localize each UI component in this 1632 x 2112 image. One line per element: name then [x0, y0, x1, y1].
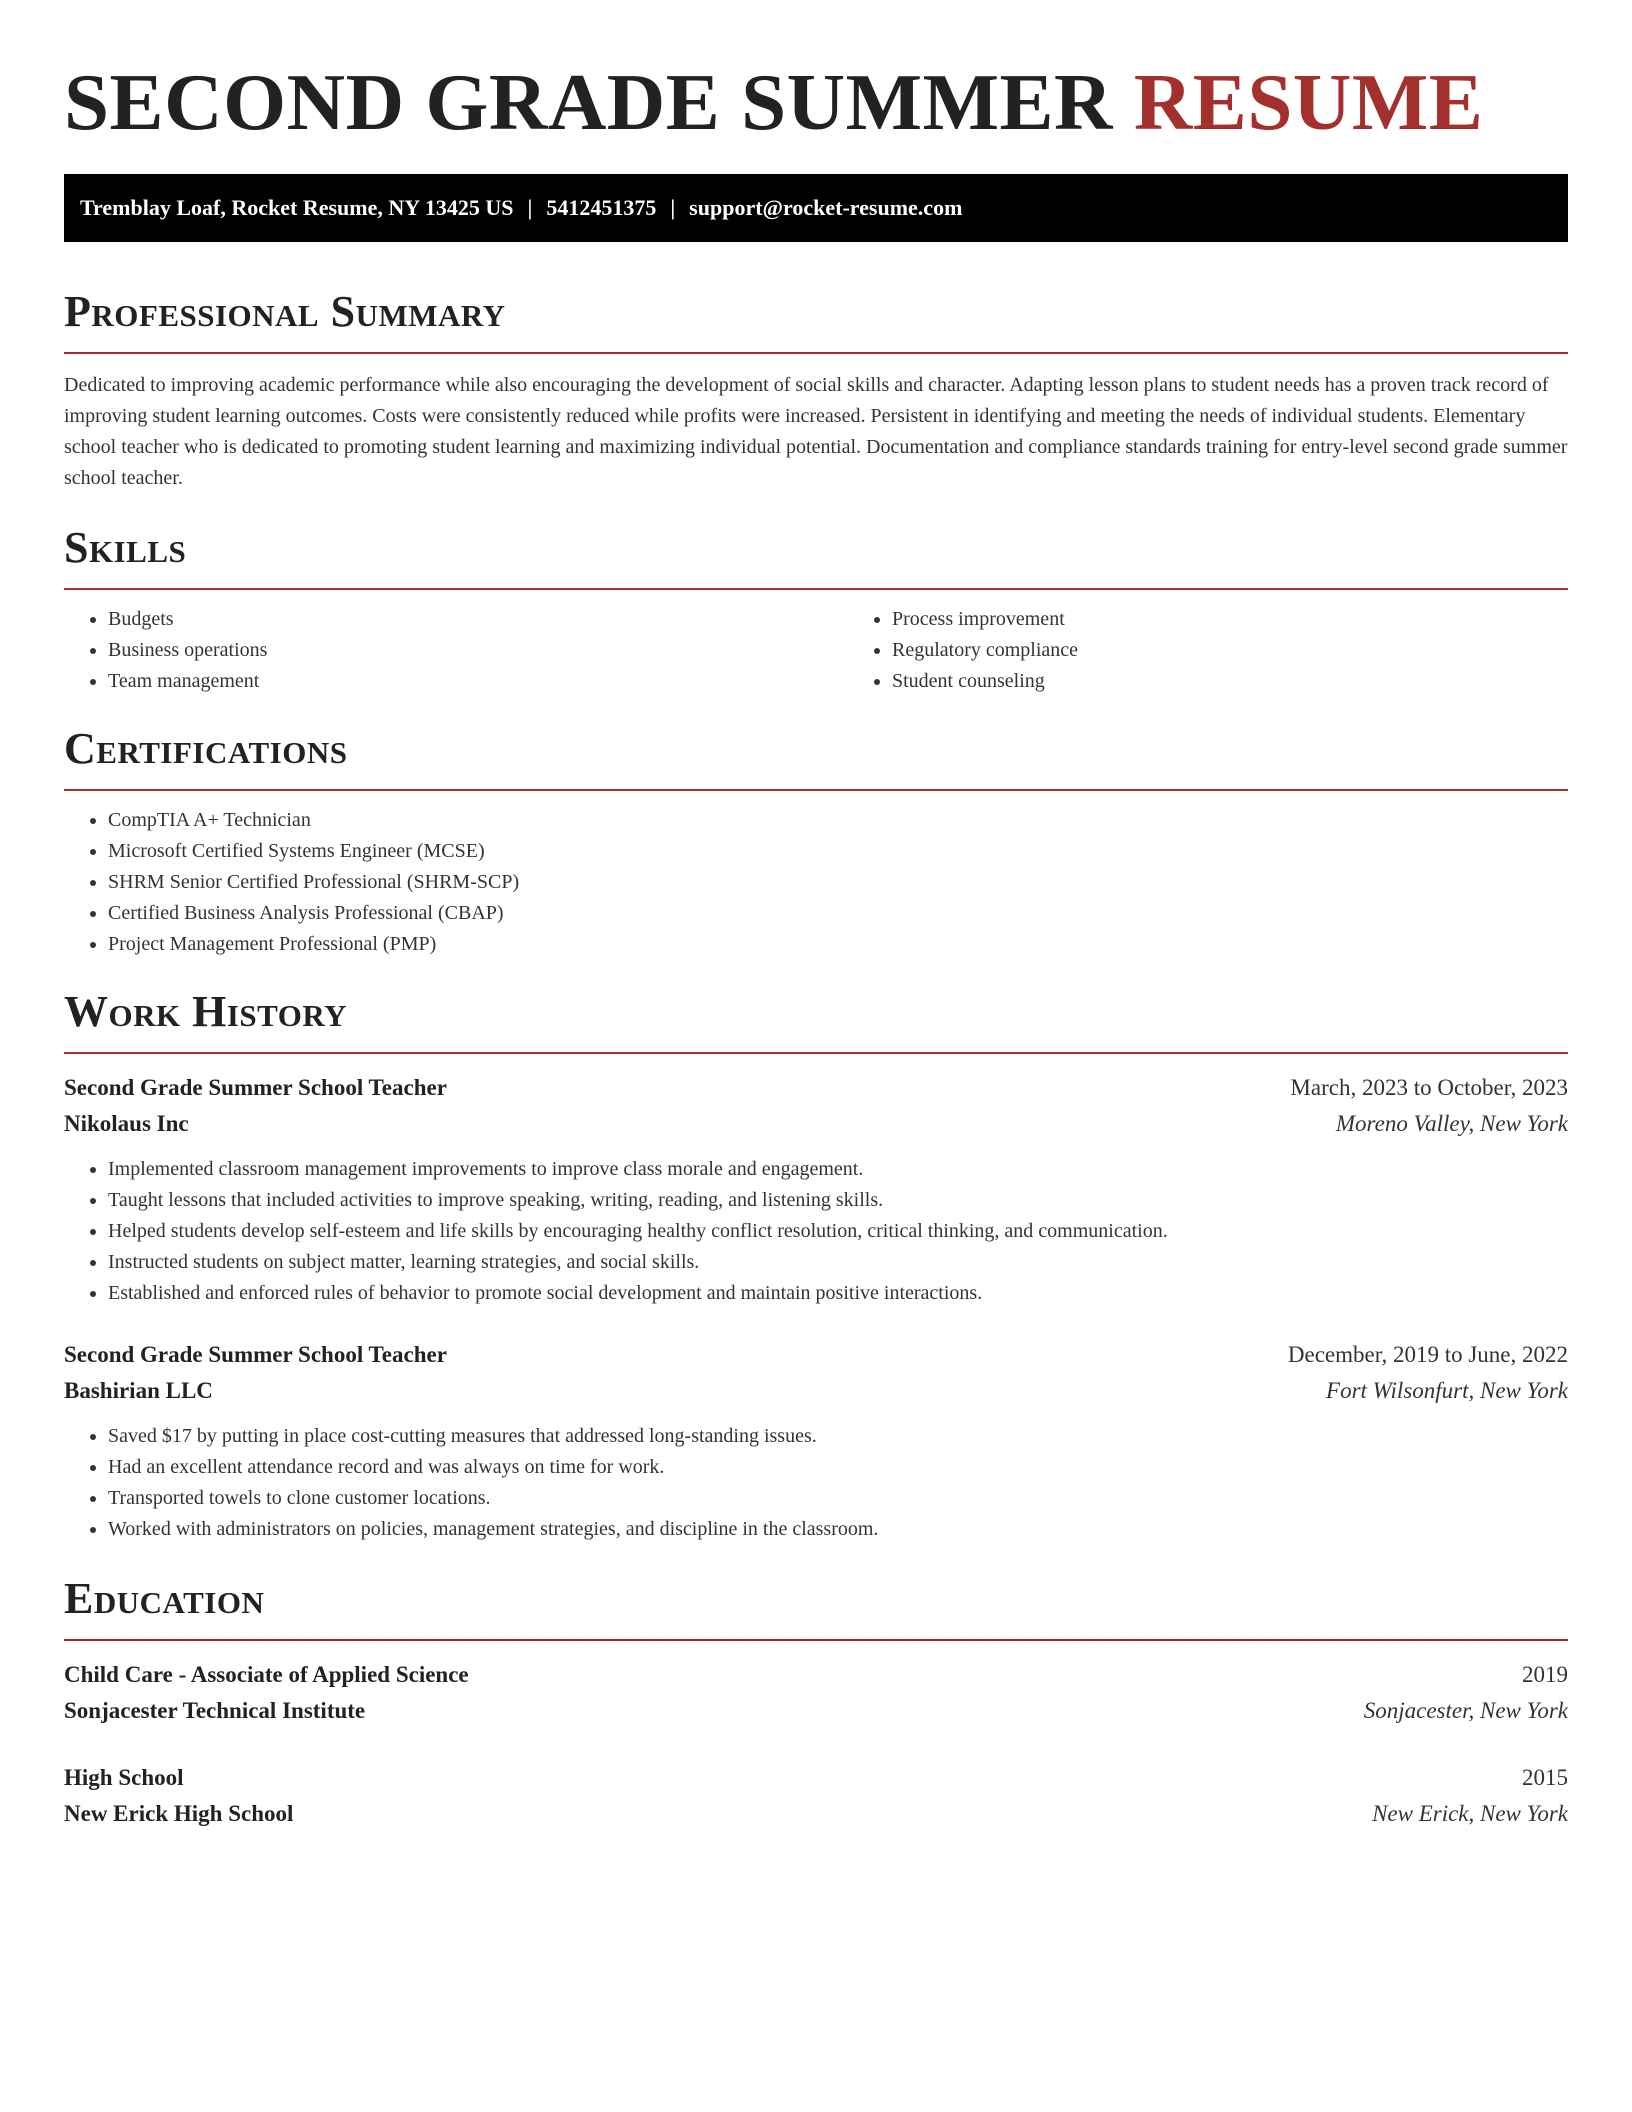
job-bullet: • Taught lessons that included activities to improve speaking, writing, reading, and listening skills. — [108, 1185, 1568, 1216]
education-entry — [64, 1657, 1568, 1729]
skill-item: • Student counseling — [892, 666, 1568, 697]
job-bullet: • Implemented classroom management improvements to improve class morale and engagement. — [108, 1154, 1568, 1185]
job-company-row — [64, 1373, 1568, 1409]
section-divider — [64, 352, 1568, 354]
summary-heading: Professional Summary — [64, 287, 506, 336]
job-title: Second Grade Summer School Teacher — [64, 1342, 447, 1367]
job-bullet: • Saved $17 by putting in place cost-cutting measures that addressed long-standing issues. — [108, 1421, 1568, 1452]
contact-separator: | — [670, 195, 676, 220]
section-divider — [64, 789, 1568, 791]
title-main: SECOND GRADE SUMMER — [64, 57, 1114, 147]
education-header-row — [64, 1760, 1568, 1796]
certification-item: • Project Management Professional (PMP) — [108, 929, 1568, 960]
job-entry — [64, 1070, 1568, 1309]
certification-item: • Certified Business Analysis Professional (CBAP) — [108, 898, 1568, 929]
job-bullet: • Helped students develop self-esteem and life skills by encouraging healthy conflict resolution, critical thinking, and communication. — [108, 1216, 1568, 1247]
summary-section — [64, 286, 1568, 494]
education-location: Sonjacester, New York — [1363, 1698, 1568, 1723]
work-history-section — [64, 986, 1568, 1545]
job-bullet: • Transported towels to clone customer locations. — [108, 1483, 1568, 1514]
summary-text: Dedicated to improving academic performance while also encouraging the development of social skills and character. Adapting lesson plans to student needs has a proven track record of improving student learning outcomes. Costs were consistently reduced while profits were increased. Persistent in identifying and meeting the needs of individual students. Elementary school teacher who is dedicated to promoting student learning and maximizing individual potential. Documentation and compliance standards training for entry-level second grade summer school teacher. — [64, 374, 1568, 489]
job-bullet: • Instructed students on subject matter, learning strategies, and social skills. — [108, 1247, 1568, 1278]
job-entry — [64, 1337, 1568, 1545]
skill-item: • Business operations — [108, 635, 848, 666]
job-bullets — [64, 1421, 1568, 1545]
job-bullets — [64, 1154, 1568, 1309]
job-bullet: • Worked with administrators on policies, management strategies, and discipline in the classroom. — [108, 1514, 1568, 1545]
job-company-row — [64, 1106, 1568, 1142]
education-school: New Erick High School — [64, 1801, 294, 1826]
certifications-heading: Certifications — [64, 724, 348, 773]
section-divider — [64, 1052, 1568, 1054]
skill-item: • Team management — [108, 666, 848, 697]
job-bullet: • Established and enforced rules of behavior to promote social development and maintain positive interactions. — [108, 1278, 1568, 1309]
title-accent: RESUME — [1133, 57, 1484, 147]
job-header-row — [64, 1070, 1568, 1106]
education-school: Sonjacester Technical Institute — [64, 1698, 366, 1723]
education-entry — [64, 1760, 1568, 1832]
work-history-heading: Work History — [64, 987, 348, 1036]
skill-item: • Budgets — [108, 604, 848, 635]
education-heading: Education — [64, 1574, 265, 1623]
education-year: 2015 — [1522, 1765, 1568, 1790]
skills-heading: Skills — [64, 523, 187, 572]
contact-phone: 5412451375 — [546, 195, 657, 220]
certification-item: • Microsoft Certified Systems Engineer (MCSE) — [108, 836, 1568, 867]
education-year: 2019 — [1522, 1662, 1568, 1687]
skill-item: • Regulatory compliance — [892, 635, 1568, 666]
certification-item: • CompTIA A+ Technician — [108, 805, 1568, 836]
contact-bar — [64, 174, 1568, 242]
certifications-section — [64, 723, 1568, 960]
job-dates: March, 2023 to October, 2023 — [1290, 1075, 1568, 1100]
skill-item: • Process improvement — [892, 604, 1568, 635]
skills-list-left — [64, 604, 848, 697]
job-company: Bashirian LLC — [64, 1378, 213, 1403]
resume-title — [64, 52, 1568, 152]
job-location: Moreno Valley, New York — [1335, 1111, 1568, 1136]
job-company: Nikolaus Inc — [64, 1111, 189, 1136]
job-location: Fort Wilsonfurt, New York — [1326, 1378, 1568, 1403]
skills-grid — [64, 604, 1568, 697]
contact-separator: | — [527, 195, 533, 220]
skills-list-right — [848, 604, 1568, 697]
job-bullet: • Had an excellent attendance record and was always on time for work. — [108, 1452, 1568, 1483]
education-header-row — [64, 1657, 1568, 1693]
education-school-row — [64, 1796, 1568, 1832]
job-dates: December, 2019 to June, 2022 — [1287, 1342, 1568, 1367]
certifications-list — [64, 805, 1568, 960]
contact-email: support@rocket-resume.com — [689, 195, 963, 220]
education-location: New Erick, New York — [1372, 1801, 1568, 1826]
certification-item: • SHRM Senior Certified Professional (SHRM-SCP) — [108, 867, 1568, 898]
contact-address: Tremblay Loaf, Rocket Resume, NY 13425 US — [80, 195, 514, 220]
skills-section — [64, 522, 1568, 697]
education-degree: High School — [64, 1765, 184, 1790]
job-header-row — [64, 1337, 1568, 1373]
job-title: Second Grade Summer School Teacher — [64, 1075, 447, 1100]
section-divider — [64, 1639, 1568, 1641]
education-school-row — [64, 1693, 1568, 1729]
section-divider — [64, 588, 1568, 590]
education-section — [64, 1573, 1568, 1832]
education-degree: Child Care - Associate of Applied Science — [64, 1662, 469, 1687]
